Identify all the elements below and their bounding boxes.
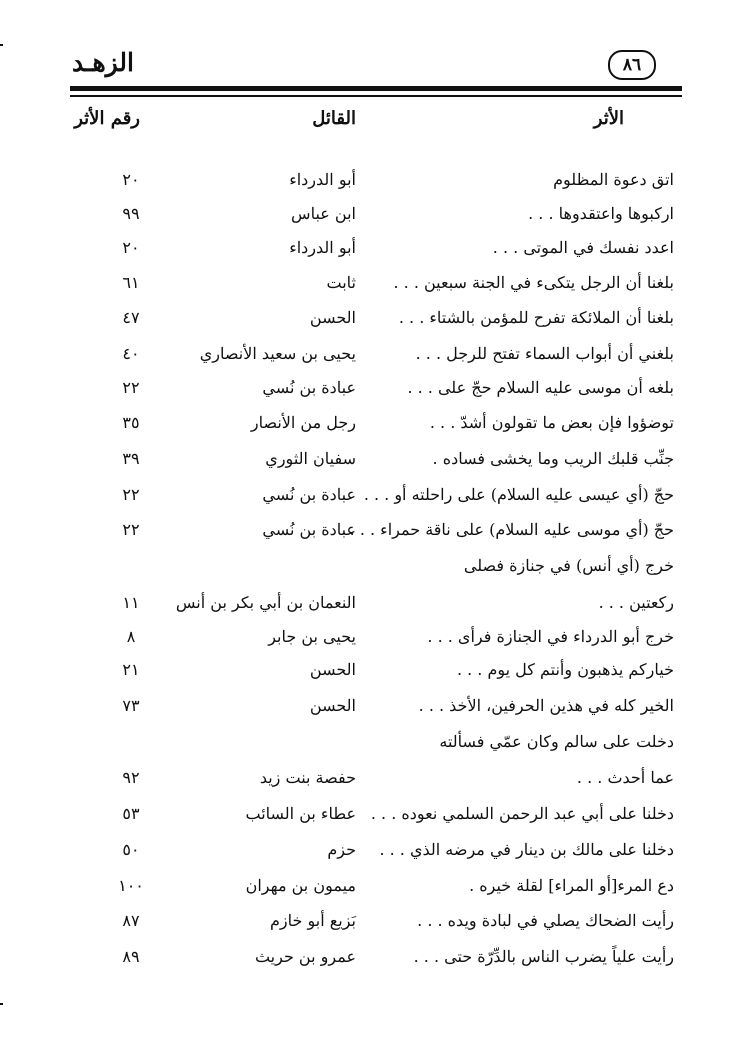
athar-number: ٩٢ [122, 768, 140, 787]
qail-name: ابن عباس [291, 204, 356, 223]
athar-number: ٢٠ [122, 238, 140, 257]
column-header-athar: الأثر [593, 108, 624, 129]
athar-number: ٤٠ [122, 344, 140, 363]
qail-name: عبادة بن نُسي [262, 520, 356, 539]
athar-text: عما أحدث . . . [576, 768, 674, 787]
table-row [0, 800, 748, 832]
athar-text: دع المرء[أو المراء] لقلة خيره . [469, 876, 674, 895]
athar-number: ٥٠ [122, 840, 140, 859]
athar-text: رأيت علياً يضرب الناس بالدِّرّة حتى . . . [413, 947, 674, 966]
qail-name: عبادة بن نُسي [262, 485, 356, 504]
table-row [0, 764, 748, 796]
table-row [0, 692, 748, 724]
table-row [0, 872, 748, 904]
scan-margin-mark [0, 44, 3, 46]
athar-number: ٤٧ [122, 308, 140, 327]
athar-text: حجّ (أي عيسى عليه السلام) على راحلته أو . . . [363, 485, 674, 504]
qail-name: بَزيع أبو خازم [270, 911, 356, 930]
table-row [0, 728, 748, 760]
athar-number: ٨ [126, 627, 136, 646]
table-row [0, 656, 748, 688]
athar-text: بلغنا أن الملائكة تفرح للمؤمن بالشتاء . . . [398, 308, 674, 327]
athar-text: اعدد نفسك في الموتى . . . [492, 238, 674, 257]
athar-text: بلغه أن موسى عليه السلام حجّ على . . . [407, 378, 674, 397]
athar-number: ٩٩ [122, 204, 140, 223]
athar-text: خرج أبو الدرداء في الجنازة فرأى . . . [427, 627, 674, 646]
qail-name: سفيان الثوري [265, 449, 356, 468]
qail-name: أبو الدرداء [289, 238, 356, 257]
qail-name: الحسن [309, 308, 356, 327]
athar-number: ٢١ [122, 660, 140, 679]
table-row [0, 304, 748, 336]
athar-number: ٢٢ [122, 378, 140, 397]
athar-number: ٢٠ [122, 170, 140, 189]
table-row [0, 374, 748, 406]
qail-name: عبادة بن نُسي [262, 378, 356, 397]
table-row [0, 623, 748, 655]
qail-name: عمرو بن حريث [254, 947, 356, 966]
table-row [0, 445, 748, 477]
table-row [0, 200, 748, 232]
athar-text: دخلت على سالم وكان عمّي فسألته [439, 732, 674, 751]
qail-name: يحيى بن جابر [268, 627, 356, 646]
qail-name: ميمون بن مهران [245, 876, 356, 895]
qail-name: أبو الدرداء [289, 170, 356, 189]
athar-text: خرج (أي أنس) في جنازة فصلى [463, 556, 674, 575]
table-row [0, 907, 748, 939]
page-number: ٨٦ [608, 50, 656, 80]
athar-number: ٣٥ [122, 413, 140, 432]
athar-text: خياركم يذهبون وأنتم كل يوم . . . [456, 660, 674, 679]
table-row [0, 340, 748, 372]
qail-name: حفصة بنت زيد [259, 768, 356, 787]
qail-name: النعمان بن أبي بكر بن أنس [175, 593, 356, 612]
athar-number: ٣٩ [122, 449, 140, 468]
table-row [0, 409, 748, 441]
athar-text: حجّ (أي موسى عليه السلام) على ناقة حمراء . . . [349, 520, 674, 539]
qail-name: عطاء بن السائب [245, 804, 356, 823]
athar-number: ٦١ [122, 273, 140, 292]
table-row [0, 269, 748, 301]
qail-name: يحيى بن سعيد الأنصاري [199, 344, 356, 363]
athar-number: ٨٧ [122, 911, 140, 930]
qail-name: ثابت [326, 273, 356, 292]
qail-name: الحسن [309, 696, 356, 715]
athar-number: ٢٢ [122, 520, 140, 539]
athar-text: بلغنا أن الرجل يتكىء في الجنة سبعين . . . [393, 273, 674, 292]
running-title: الزهـد [72, 48, 134, 77]
qail-name: رجل من الأنصار [250, 413, 356, 432]
athar-text: الخير كله في هذين الحرفين، الأخذ . . . [418, 696, 674, 715]
athar-number: ١١ [122, 593, 140, 612]
qail-name: حزم [327, 840, 356, 859]
athar-number: ٥٣ [122, 804, 140, 823]
athar-number: ٧٣ [122, 696, 140, 715]
athar-text: توضؤوا فإن بعض ما تقولون أشدّ . . . [429, 413, 674, 432]
athar-text: اركبوها واعتقدوها . . . [528, 204, 674, 223]
athar-text: دخلنا على أبي عبد الرحمن السلمي نعوده . . . [370, 804, 674, 823]
athar-number: ٢٢ [122, 485, 140, 504]
qail-name: الحسن [309, 660, 356, 679]
athar-number: ١٠٠ [118, 876, 144, 895]
athar-text: بلغني أن أبواب السماء تفتح للرجل . . . [415, 344, 674, 363]
athar-text: اتق دعوة المظلوم [553, 170, 674, 189]
table-row [0, 552, 748, 584]
scan-margin-mark [0, 1003, 3, 1005]
athar-text: رأيت الضحاك يصلي في لبادة ويده . . . [417, 911, 674, 930]
athar-text: دخلنا على مالك بن دينار في مرضه الذي . . . [379, 840, 674, 859]
athar-text: ركعتين . . . [598, 593, 674, 612]
column-header-number: رقم الأثر [74, 108, 140, 129]
table-row [0, 516, 748, 548]
table-row [0, 481, 748, 513]
table-row [0, 836, 748, 868]
column-header-qail: القائل [312, 108, 356, 129]
table-row [0, 589, 748, 621]
table-row [0, 234, 748, 266]
athar-number: ٨٩ [122, 947, 140, 966]
athar-text: جنِّب قلبك الريب وما يخشى فساده . [432, 449, 674, 468]
table-row [0, 943, 748, 975]
table-row [0, 166, 748, 198]
